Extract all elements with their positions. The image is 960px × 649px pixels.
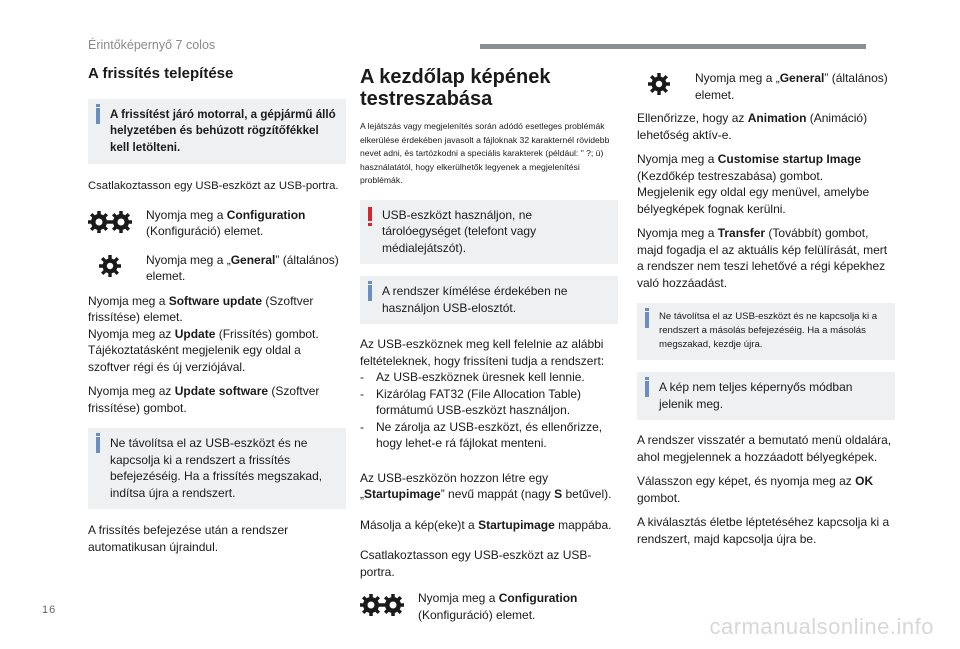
section-title: A kezdőlap képének testreszabása <box>360 66 551 110</box>
column-2 <box>360 66 618 623</box>
info-text: Ne távolítsa el az USB-eszközt és ne kapcsolja ki a rendszert a másolás befejezéséig. Ha a másolás megszakad, kezdje újra. <box>659 311 878 350</box>
info-marker-icon <box>96 108 100 124</box>
requirements-list <box>360 369 618 452</box>
column-3 <box>637 66 895 547</box>
warning-note <box>360 200 618 265</box>
list-item: - Kizárólag FAT32 (File Allocation Table) formátumú USB-eszközt használjon. <box>360 386 581 417</box>
step-general: Nyomja meg a „General” (általános) elemet. <box>88 252 346 285</box>
gear-icon <box>647 72 671 96</box>
small-print: A lejátszás vagy megjelenítés során adódó esetleges problémák elkerülése érdekében javasolt a fájloknak 32 karakternél rövidebb nevet adni, és tartózkodni a speciális karakterek (például: " ?; ü) használatától, hogy elkerülhetők legyenek a megjelenítési problémák. <box>360 121 610 185</box>
column-1 <box>88 66 346 555</box>
info-text: A kép nem teljes képernyős módban jelenik meg. <box>659 380 853 411</box>
paragraph: A kiválasztás életbe léptetéséhez kapcsolja ki a rendszert, majd kapcsolja újra be. <box>637 515 890 546</box>
warning-note <box>88 99 346 165</box>
info-text: A rendszer kímélése érdekében ne használjon USB-elosztót. <box>382 284 568 315</box>
list-item: - Az USB-eszköznek üresnek kell lennie. <box>360 370 585 384</box>
paragraph: Az USB-eszközön hozzon létre egy „Startupimage” nevű mappát (nagy S betűvel). <box>360 470 612 501</box>
paragraph: Nyomja meg a Software update (Szoftver frissítése) elemet. Nyomja meg az Update (Frissítés) gombot. Tájékoztatásként megjelenik egy oldal a szoftver régi és új verziójával. <box>88 293 319 374</box>
step-configuration: Nyomja meg a Configuration (Konfiguráció) elemet. <box>360 590 618 623</box>
info-marker-icon <box>645 312 649 328</box>
paragraph: Csatlakoztasson egy USB-eszközt az USB-portra. <box>88 180 339 192</box>
info-text: Ne távolítsa el az USB-eszközt és ne kapcsolja ki a rendszert a frissítés befejezéséig. Ha a frissítés megszakad, indítsa újra a rendszert. <box>110 436 323 500</box>
warning-text: A frissítést járó motorral, a gépjármű álló helyzetében és behúzott rögzítőfékkel kell letölteni. <box>110 107 336 154</box>
info-marker-icon <box>96 437 100 453</box>
paragraph: Ellenőrizze, hogy az Animation (Animáció) lehetőség aktív-e. <box>637 111 868 142</box>
paragraph: Válasszon egy képet, és nyomja meg az OK gombot. <box>637 474 874 505</box>
info-marker-icon <box>368 285 372 301</box>
paragraph: Nyomja meg az Update software (Szoftver frissítése) gombot. <box>88 384 320 415</box>
paragraph: Nyomja meg a Transfer (Továbbít) gombot, majd fogadja el az aktuális kép felülírását, mert a rendszer nem teszi lehetővé a régi képekhez való hozzáadást. <box>637 226 888 290</box>
paragraph: A rendszer visszatér a bemutató menü oldalára, ahol megjelennek a hozzáadott bélyegképek. <box>637 433 892 464</box>
double-gear-icon <box>360 592 404 618</box>
list-item: - Ne zárolja az USB-eszközt, és ellenőrizze, hogy lehet-e rá fájlokat menteni. <box>360 419 603 450</box>
running-header: Érintőképernyő 7 colos <box>88 38 216 52</box>
info-note <box>360 276 618 324</box>
info-note <box>88 428 346 509</box>
gear-icon <box>98 254 122 278</box>
header-bar <box>480 44 866 49</box>
step-general: Nyomja meg a „General” (általános) elemet. <box>637 70 895 103</box>
paragraph: A frissítés befejezése után a rendszer automatikusan újraindul. <box>88 523 289 554</box>
page-number: 16 <box>42 604 57 616</box>
paragraph: Az USB-eszköznek meg kell felelnie az alábbi feltételeknek, hogy frissíteni tudja a rendszert: <box>360 337 605 368</box>
info-note <box>637 303 895 360</box>
step-configuration: Nyomja meg a Configuration (Konfiguráció) elemet. <box>88 207 346 240</box>
double-gear-icon <box>88 209 132 235</box>
watermark: carmanualsonline.info <box>709 614 934 639</box>
warning-marker-icon <box>368 207 372 221</box>
paragraph: Csatlakoztasson egy USB-eszközt az USB-portra. <box>360 548 592 579</box>
paragraph: Másolja a kép(eke)t a Startupimage mappába. <box>360 517 612 532</box>
section-title: A frissítés telepítése <box>88 65 234 82</box>
paragraph: Nyomja meg a Customise startup Image (Kezdőkép testreszabása) gombot. Megjelenik egy oldal egy menüvel, amelybe bélyegképek fognak kerülni. <box>637 152 870 216</box>
info-note <box>637 372 895 420</box>
info-marker-icon <box>645 381 649 397</box>
warning-text: USB-eszközt használjon, ne tárolóegységet (telefont vagy médialejátszót). <box>382 207 537 255</box>
